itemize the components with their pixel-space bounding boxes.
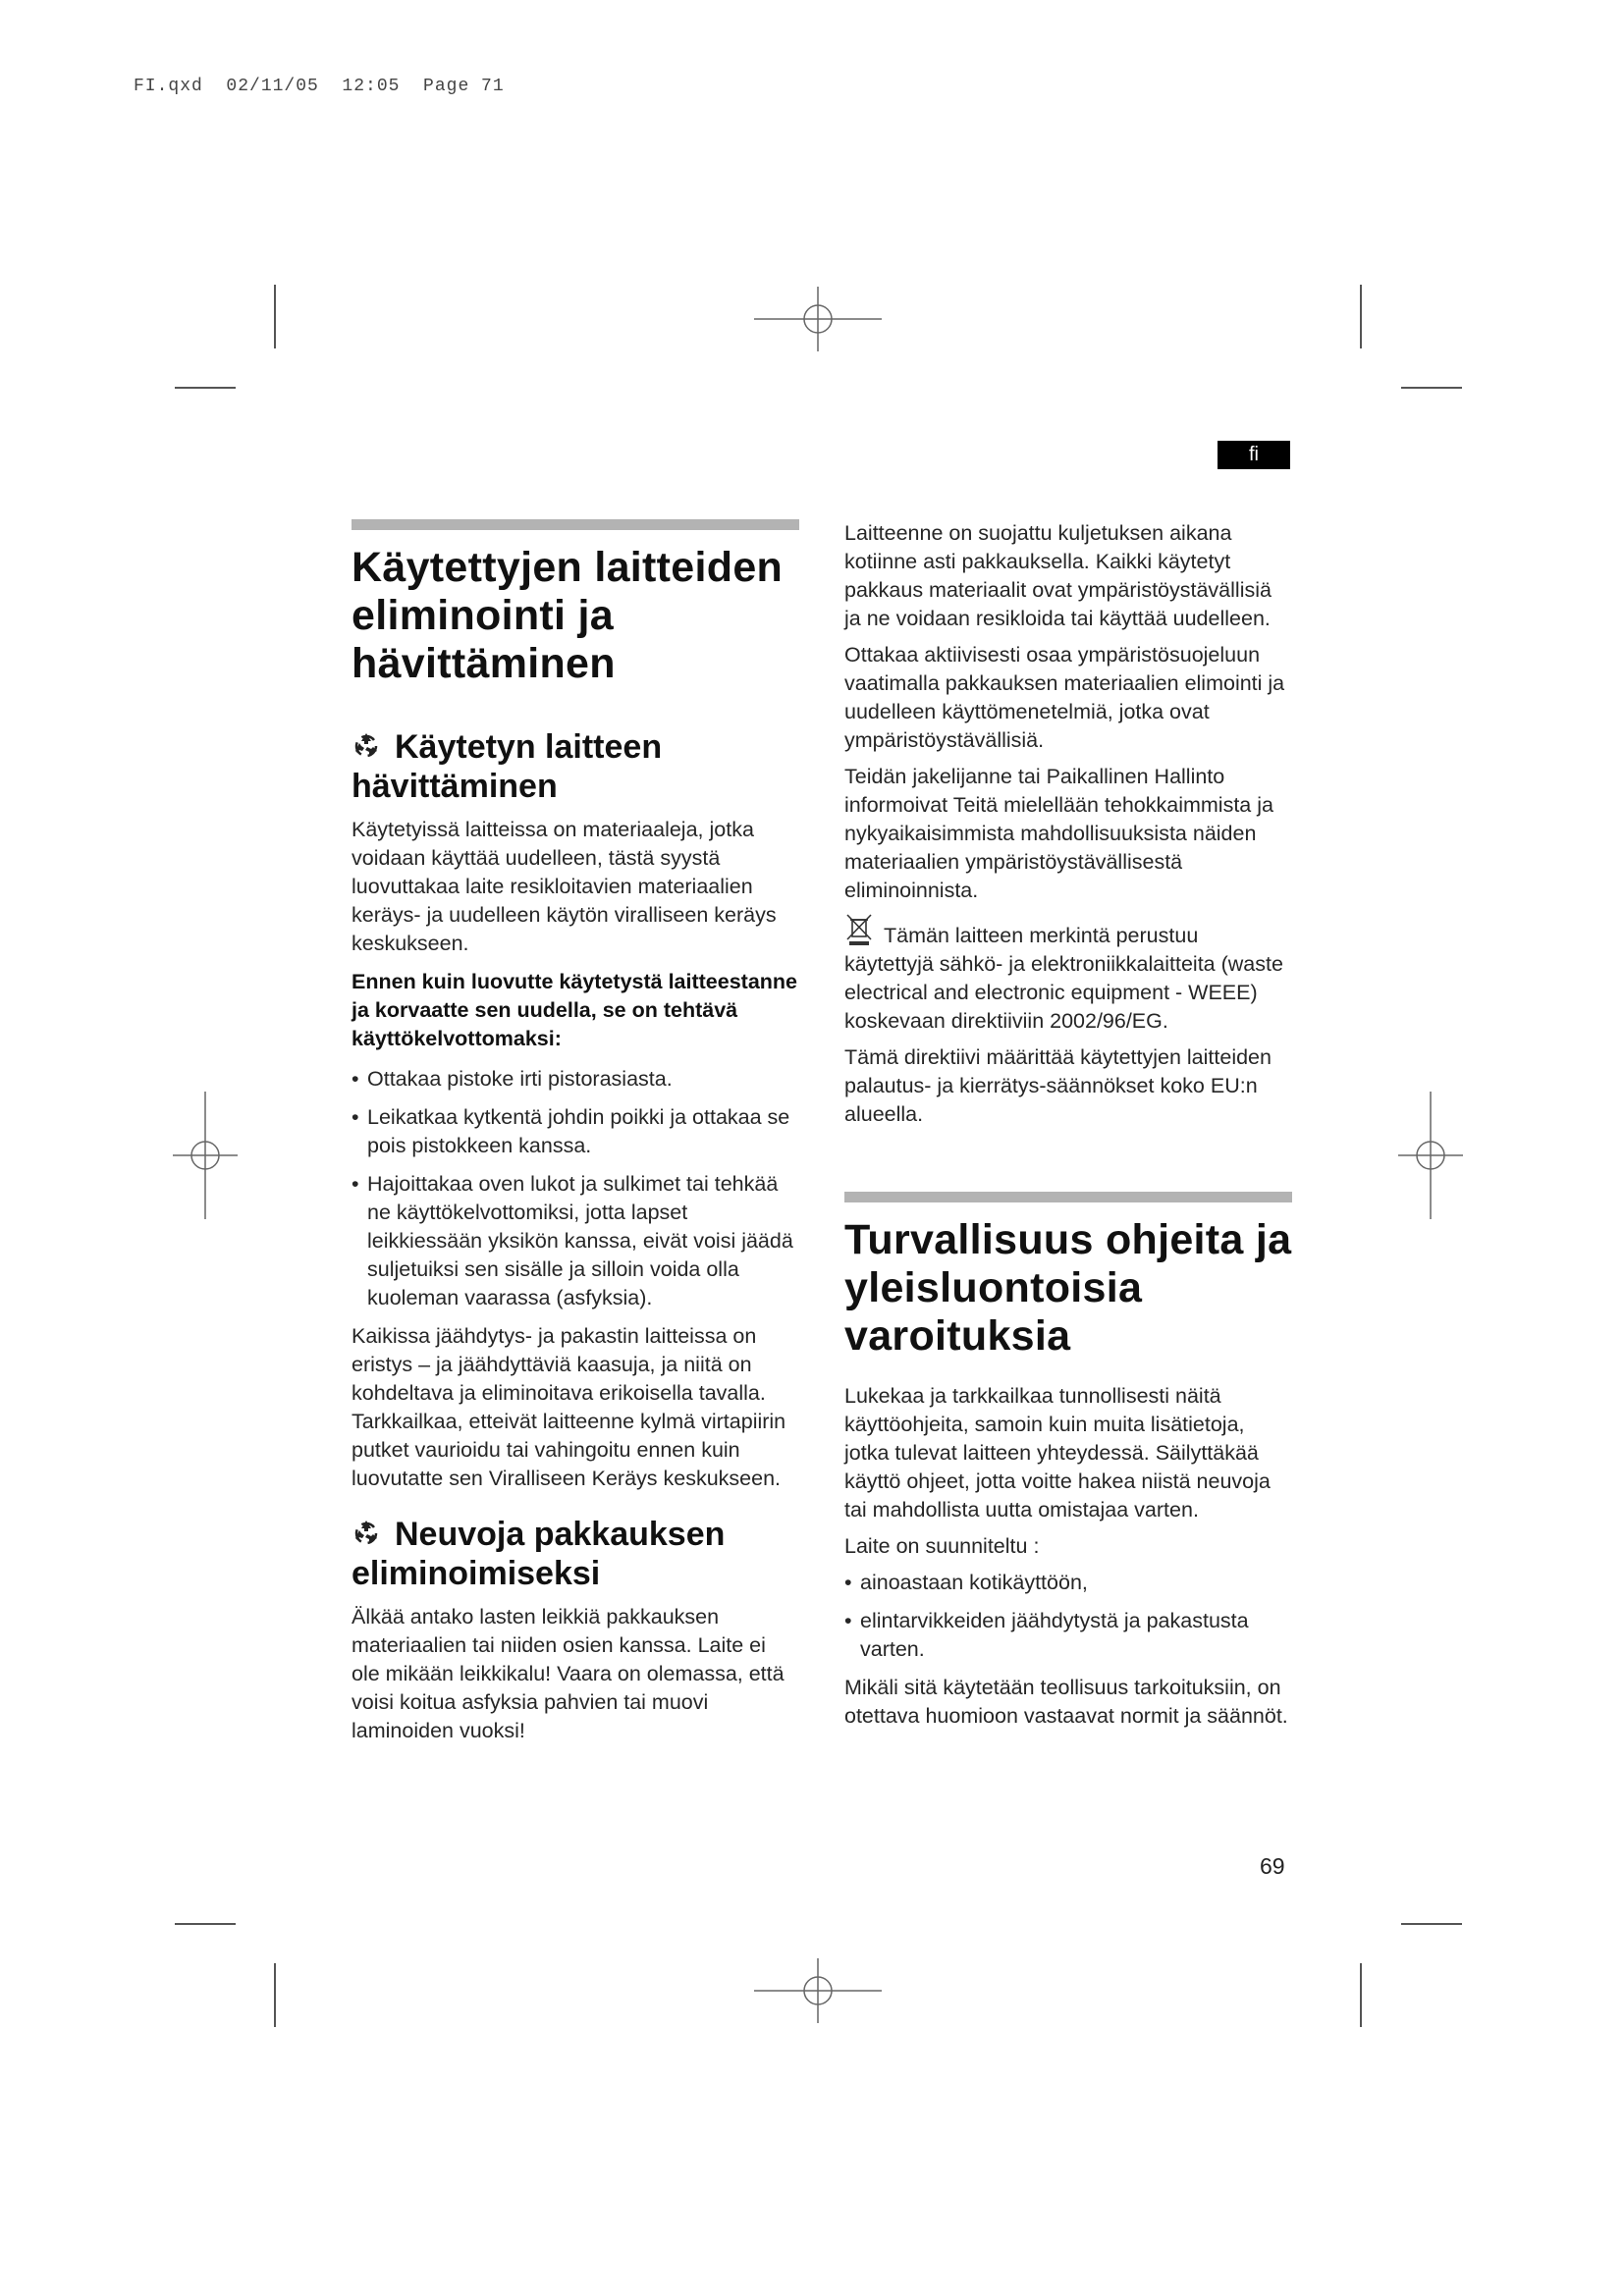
paragraph: Teidän jakelijanne tai Paikallinen Hallinto informoivat Teitä mielellään tehokkaimmista ja nykyaikaisimmista mahdollisuuksista näiden materiaalien ympäristöystävällisestä eliminoinnista. — [844, 765, 1273, 902]
paragraph: Laite on suunniteltu : — [844, 1534, 1040, 1558]
safety-title: Turvallisuus ohjeita ja yleisluontoisia varoituksia — [844, 1216, 1292, 1360]
registration-mark-left — [173, 1092, 238, 1219]
paragraph: Ottakaa aktiivisesti osaa ympäristösuojeluun vaatimalla pakkauksen materiaalien elimointi ja uudelleen käyttömenetelmiä, jotka ovat ympäristöystävällisiä. — [844, 643, 1285, 752]
paragraph: Käytetyissä laitteissa on materiaaleja, jotka voidaan käyttää uudelleen, tästä syystä luovuttakaa laite resikloitavien materiaalien keräys- ja uudelleen käytön viralliseen keräys keskukseen. — [352, 818, 777, 955]
right-column — [844, 519, 1292, 1738]
paragraph: Lukekaa ja tarkkailkaa tunnollisesti näitä käyttöohjeita, samoin kuin muita lisätietoja, jotka tulevat laitteen yhteydessä. Säilyttäkää käyttö ohjeet, jotta voitte hakea niistä neuvoja tai mahdollista uutta omistajaa varten. — [844, 1384, 1271, 1522]
list-item: • Leikatkaa kytkentä johdin poikki ja ottakaa se pois pistokkeen kanssa. — [352, 1103, 799, 1160]
section-heading-text: Neuvoja pakkauksen eliminoimiseksi — [352, 1516, 726, 1592]
section-bar — [844, 1192, 1292, 1202]
bullet-list — [844, 1569, 1292, 1664]
main-title: Käytettyjen laitteiden eliminointi ja hävittäminen — [352, 544, 784, 687]
section-heading-packaging — [352, 1515, 799, 1593]
recycle-icon — [352, 730, 381, 760]
left-column — [352, 519, 799, 1753]
section-heading-text: Käytetyn laitteen hävittäminen — [352, 728, 663, 805]
weee-paragraph — [844, 913, 1292, 1036]
crop-mark — [1401, 387, 1462, 389]
list-item: • Ottakaa pistoke irti pistorasiasta. — [352, 1065, 799, 1094]
crop-mark — [1360, 285, 1362, 348]
bullet-list — [352, 1065, 799, 1312]
paragraph: Älkää antako lasten leikkiä pakkauksen materiaalien tai niiden osien kanssa. Laite ei ole mikään leikkikalu! Vaara on olemassa, että voisi koitua asfyksia pahvien tai muovi laminoiden vuoksi! — [352, 1605, 785, 1742]
crop-mark — [274, 285, 276, 348]
list-item: • elintarvikkeiden jäähdytystä ja pakastusta varten. — [844, 1607, 1292, 1664]
paragraph: Mikäli sitä käytetään teollisuus tarkoituksiin, on otettava huomioon vastaavat normit ja säännöt. — [844, 1676, 1288, 1728]
crop-mark — [175, 1923, 236, 1925]
page-number: 69 — [1260, 1853, 1285, 1879]
paragraph: Laitteenne on suojattu kuljetuksen aikana kotiinne asti pakkauksella. Kaikki käytetyt pakkaus materiaalit ovat ympäristöystävällisiä ja ne voidaan resikloida tai käyttää uudelleen. — [844, 521, 1272, 630]
registration-mark-top — [754, 287, 882, 351]
list-item: • Hajoittakaa oven lukot ja sulkimet tai tehkää ne käyttökelvottomiksi, jotta lapset leikkiessään yksikön kanssa, eivät voisi jäädä suljetuiksi sen sisälle ja silloin voida olla kuoleman vaarassa (asfyksia). — [352, 1170, 799, 1312]
section-heading-disposal — [352, 727, 799, 806]
crop-mark — [274, 1963, 276, 2027]
crop-mark — [1360, 1963, 1362, 2027]
bold-paragraph: Ennen kuin luovutte käytetystä laitteestanne ja korvaatte sen uudella, se on tehtävä käyttökelvottomaksi: — [352, 970, 798, 1050]
paragraph: Tämä direktiivi määrittää käytettyjen laitteiden palautus- ja kierrätys-säännökset koko EU:n alueella. — [844, 1045, 1272, 1126]
language-tab: fi — [1218, 441, 1290, 469]
crop-mark — [1401, 1923, 1462, 1925]
weee-text: Tämän laitteen merkintä perustuu käytettyjä sähkö- ja elektroniikkalaitteita (waste electrical and electronic equipment - WEEE) koskevaan direktiiviin 2002/96/EG. — [844, 924, 1283, 1033]
recycle-icon — [352, 1518, 381, 1547]
paragraph: Kaikissa jäähdytys- ja pakastin laitteissa on eristys – ja jäähdyttäviä kaasuja, ja niitä on kohdeltava ja eliminoitava erikoisella tavalla. Tarkkailkaa, etteivät laitteenne kylmä virtapiirin putket vaurioidu tai vahingoitu ennen kuin luovutatte sen Viralliseen Keräys keskukseen. — [352, 1324, 786, 1490]
section-bar — [352, 519, 799, 530]
print-slug: FI.qxd 02/11/05 12:05 Page 71 — [134, 77, 505, 96]
list-item: • ainoastaan kotikäyttöön, — [844, 1569, 1292, 1597]
registration-mark-bottom — [754, 1958, 882, 2023]
crop-mark — [175, 387, 236, 389]
crossed-bin-icon — [844, 913, 874, 946]
registration-mark-right — [1398, 1092, 1463, 1219]
